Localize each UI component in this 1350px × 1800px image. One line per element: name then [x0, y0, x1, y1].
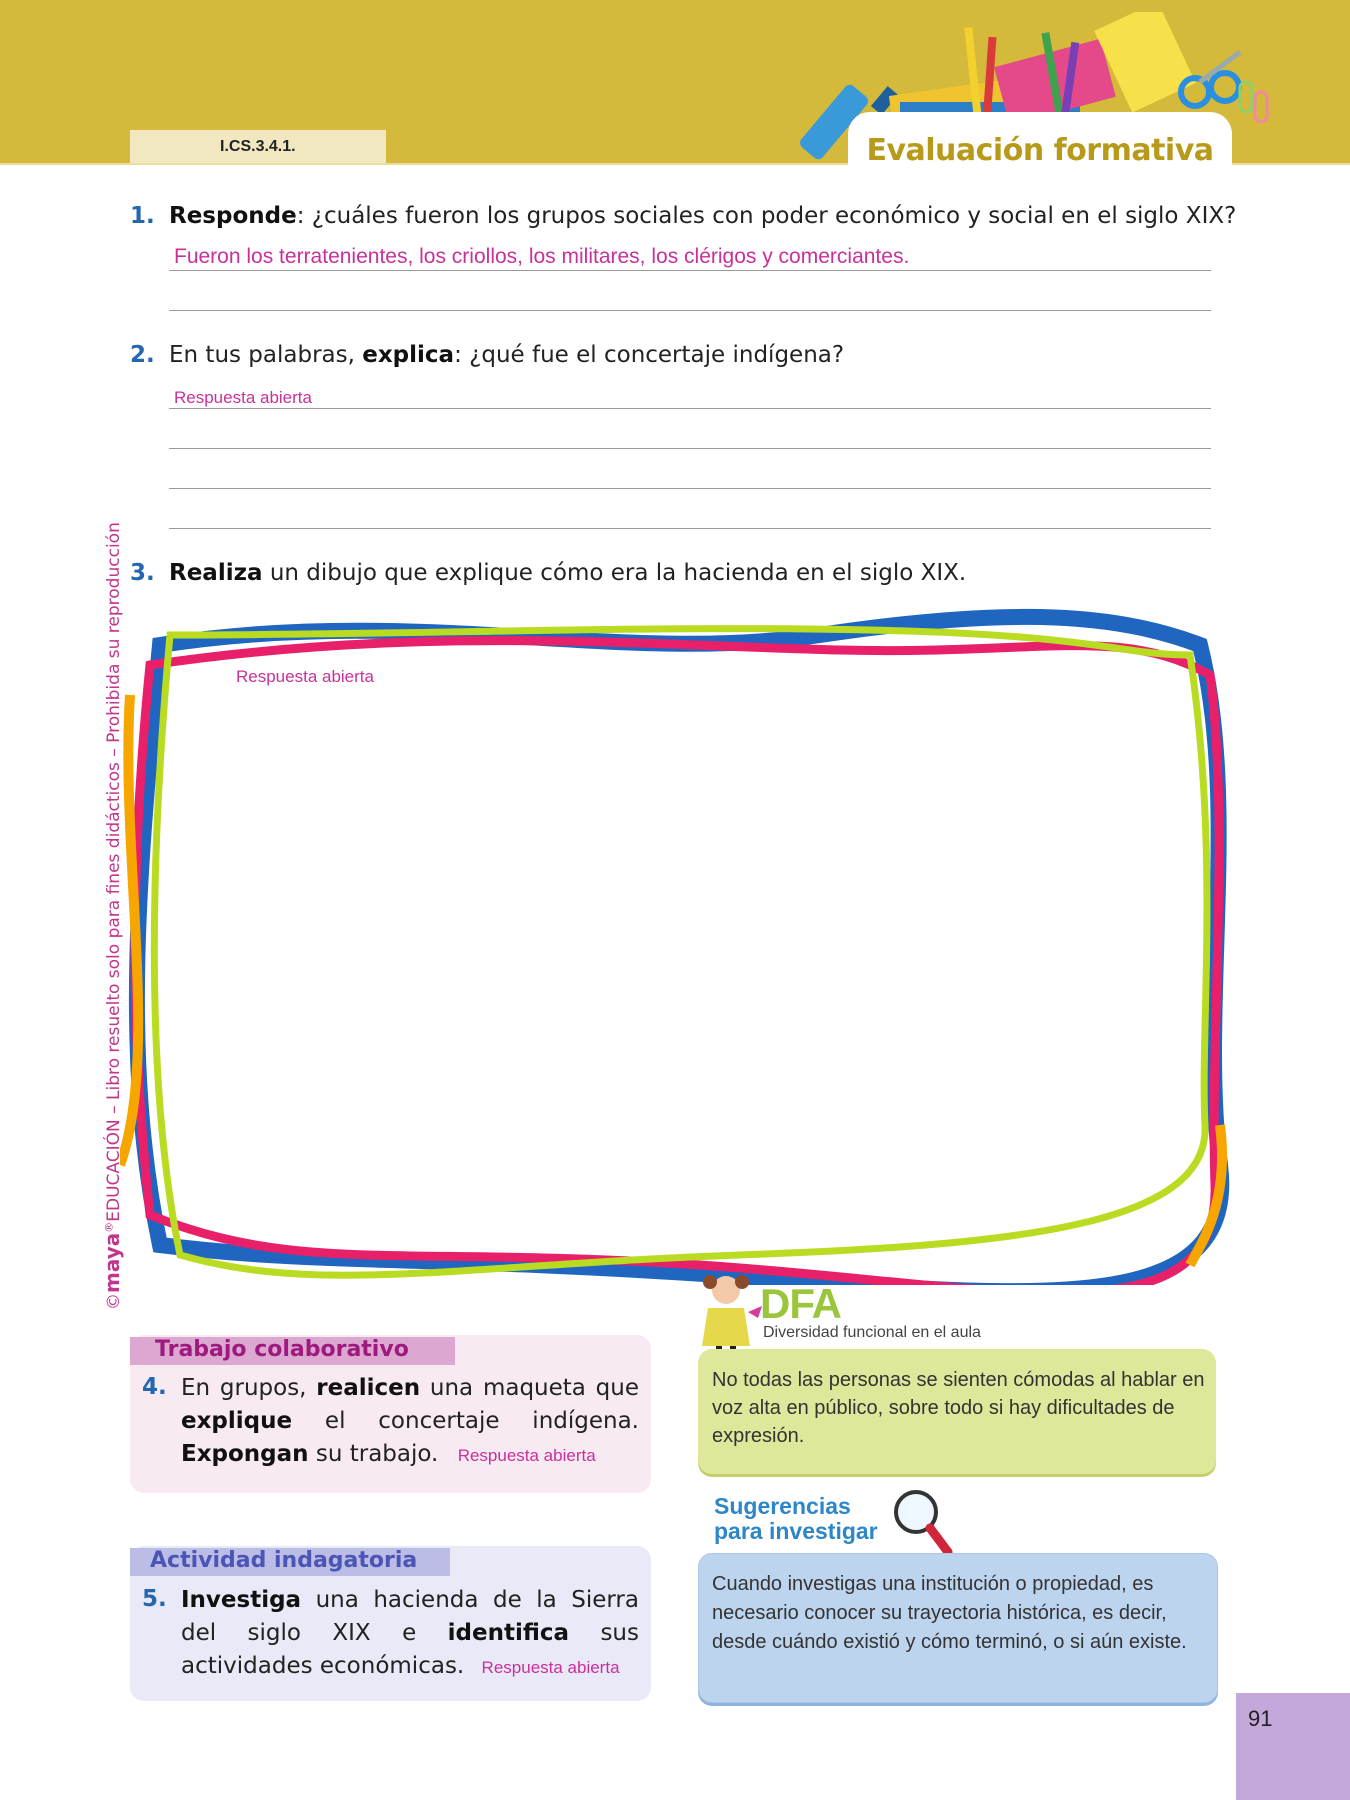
question-verb: Responde	[169, 203, 297, 229]
question-text: : ¿cuáles fueron los grupos sociales con poder económico y social en el siglo XIX?	[296, 203, 1237, 229]
copyright-text: EDUCACIÓN – Libro resuelto solo para fines didácticos – Prohibida su reproducción	[104, 522, 124, 1222]
answer-line	[169, 408, 1211, 409]
drawing-frame	[120, 605, 1240, 1285]
dfa-title: DFA	[760, 1280, 841, 1327]
dfa-text: No todas las personas se sienten cómodas al hablar en voz alta en público, sobre todo si hay dificultades de expresión.	[712, 1369, 1205, 1447]
question-verb: Realiza	[169, 560, 263, 586]
answer-line	[169, 270, 1211, 271]
suggestions-text: Cuando investigas una institución o propiedad, es necesario conocer su trayectoria histórica, es decir, desde cuándo existió y cómo terminó, o si aún existe.	[712, 1573, 1187, 1653]
answer-2: Respuesta abierta	[174, 388, 312, 407]
answer-5: Respuesta abierta	[481, 1658, 620, 1677]
task-text-part: sus actividades económicas.	[181, 1620, 639, 1679]
question-number: 3.	[130, 560, 155, 586]
task-text-part: el concertaje indígena.	[292, 1408, 639, 1434]
curriculum-code: I.CS.3.4.1.	[130, 130, 386, 163]
dfa-subtitle: Diversidad funcional en el aula	[763, 1324, 981, 1341]
brand-logo: maya	[100, 1232, 124, 1293]
question-2	[130, 342, 844, 368]
question-pre: En tus palabras,	[169, 342, 363, 368]
task-text	[181, 1584, 639, 1684]
task-text	[181, 1372, 639, 1472]
answer-line	[169, 448, 1211, 449]
scissors-icon	[1181, 52, 1240, 106]
question-verb: explica	[362, 342, 455, 368]
task-number: 5.	[142, 1586, 167, 1612]
task-verb: realicen	[316, 1375, 421, 1401]
question-text: un dibujo que explique cómo era la hacienda en el siglo XIX.	[262, 560, 967, 586]
question-1	[130, 203, 1236, 229]
suggestions-title-line: para investigar	[714, 1518, 878, 1544]
answer-4: Respuesta abierta	[457, 1446, 596, 1465]
question-number: 2.	[130, 342, 155, 368]
answer-3: Respuesta abierta	[236, 667, 374, 686]
task-text-part: su trabajo.	[308, 1441, 439, 1467]
task-verb: explique	[181, 1408, 293, 1434]
answer-line	[169, 310, 1211, 311]
task-verb: Expongan	[181, 1441, 309, 1467]
suggestions-title-line: Sugerencias	[714, 1493, 851, 1519]
page-number: 91	[1248, 1706, 1273, 1731]
collaborative-work-label: Trabajo colaborativo	[130, 1337, 455, 1365]
paper-clips-icon	[1240, 82, 1267, 122]
task-verb: identifica	[447, 1620, 570, 1646]
task-number: 4.	[142, 1374, 167, 1400]
task-verb: Investiga	[181, 1587, 302, 1613]
girl-icon	[686, 1268, 766, 1358]
registered-mark: ®	[102, 1221, 116, 1233]
page-title: Evaluación formativa	[848, 112, 1232, 172]
task-text-part: En grupos,	[181, 1375, 317, 1401]
task-text-part: una maqueta que	[420, 1375, 639, 1401]
question-number: 1.	[130, 203, 155, 229]
research-activity-label: Actividad indagatoria	[130, 1548, 450, 1576]
answer-1: Fueron los terratenientes, los criollos, los militares, los clérigos y comerciantes.	[174, 245, 910, 268]
question-3	[130, 560, 966, 586]
task-text-part: una hacienda de la Sierra del siglo XIX e	[181, 1587, 639, 1646]
answer-line	[169, 528, 1211, 529]
question-text: : ¿qué fue el concertaje indígena?	[454, 342, 845, 368]
suggestions-title	[714, 1494, 878, 1544]
answer-line	[169, 488, 1211, 489]
copyright-symbol: ©	[104, 1293, 124, 1310]
magnifier-icon	[888, 1484, 958, 1559]
